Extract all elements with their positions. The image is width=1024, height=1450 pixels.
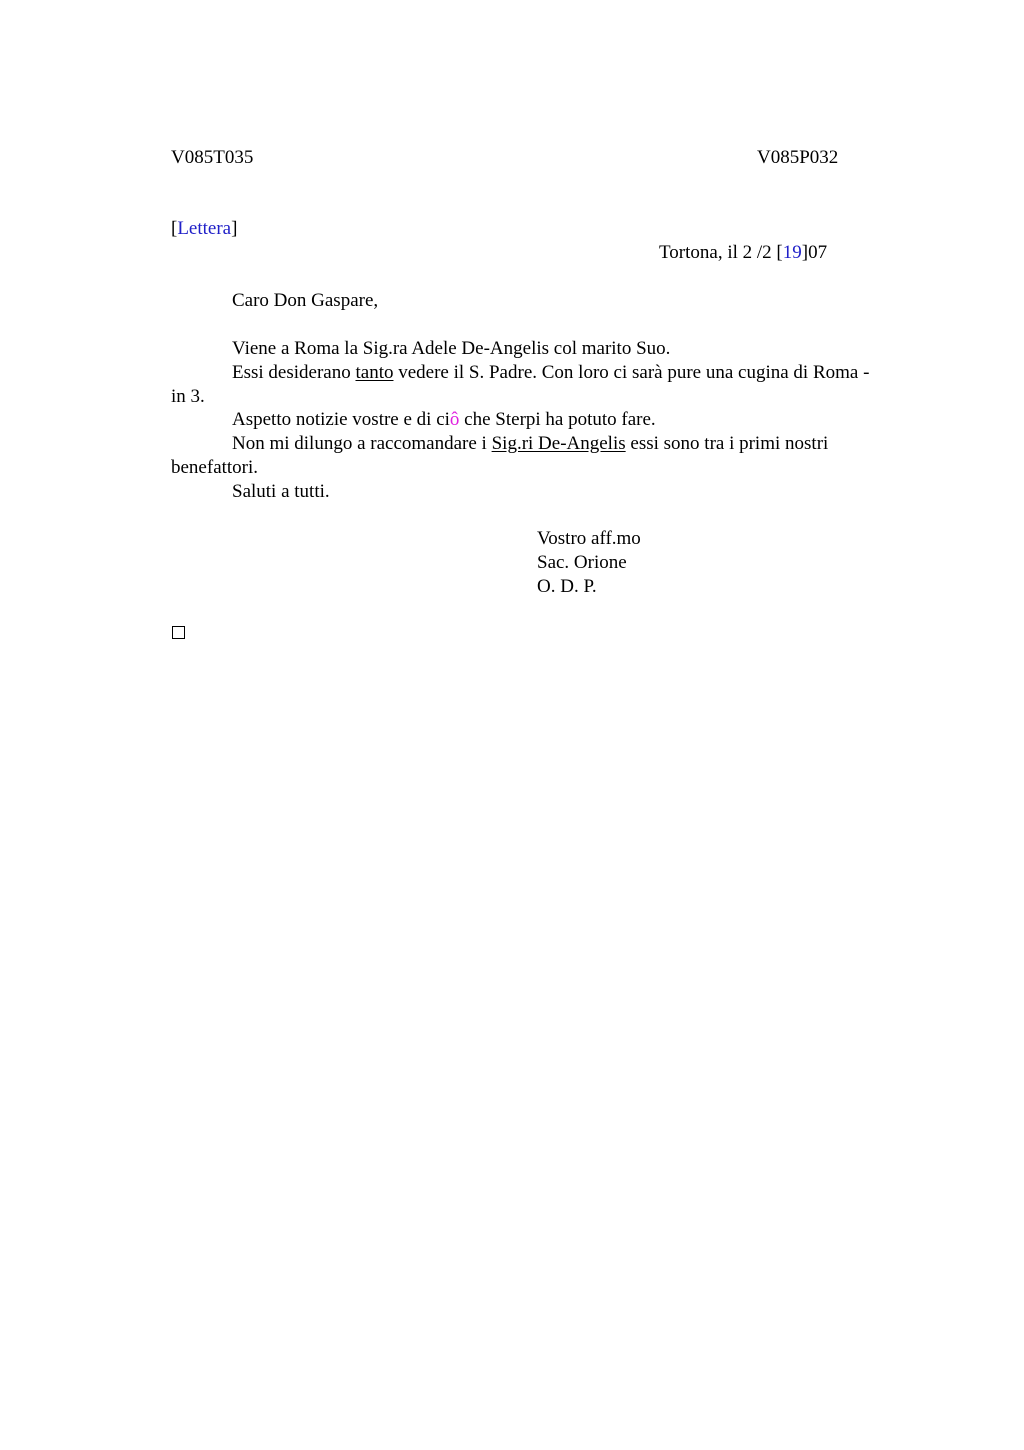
paragraph-2-after: vedere il S. Padre. Con loro ci sarà pure una cugina di Roma - [393, 362, 870, 383]
paragraph-2-continuation: in 3. [171, 386, 205, 407]
document-type-label [171, 217, 237, 241]
dateline-century: 19 [782, 242, 802, 263]
closing-order: O. D. P. [537, 576, 597, 597]
checkbox-square-icon [172, 626, 185, 639]
paragraph-2 [232, 361, 869, 385]
bracket-open: [ [776, 242, 783, 263]
header-right-code: V085P032 [757, 147, 839, 168]
paragraph-2-before: Essi desiderano [232, 362, 356, 383]
paragraph-4-continuation: benefattori. [171, 457, 259, 478]
dateline-year: 07 [808, 242, 828, 263]
header-left-code: V085T035 [171, 147, 254, 168]
document-type-text: Lettera [177, 218, 232, 239]
accented-letter: ô [449, 409, 460, 430]
paragraph-3-after: che Sterpi ha potuto fare. [459, 409, 656, 430]
paragraph-3 [232, 408, 656, 432]
paragraph-4-before: Non mi dilungo a raccomandare i [232, 433, 492, 454]
paragraph-3-before: Aspetto notizie vostre e di ci [232, 409, 450, 430]
underlined-word: tanto [355, 362, 394, 383]
closing-signature: Sac. Orione [537, 552, 627, 573]
salutation: Caro Don Gaspare, [232, 290, 379, 311]
bracket-close: ] [801, 242, 809, 263]
dateline [659, 241, 827, 265]
bracket-open: [ [171, 218, 178, 239]
paragraph-4-after: essi sono tra i primi nostri [625, 433, 829, 454]
paragraph-1: Viene a Roma la Sig.ra Adele De-Angelis col marito Suo. [232, 338, 671, 359]
bracket-close: ] [231, 218, 238, 239]
dateline-prefix: Tortona, il 2 /2 [659, 242, 777, 263]
underlined-names: Sig.ri De-Angelis [491, 433, 626, 454]
paragraph-4 [232, 432, 828, 456]
closing-line-1: Vostro aff.mo [537, 528, 641, 549]
paragraph-5: Saluti a tutti. [232, 481, 330, 502]
